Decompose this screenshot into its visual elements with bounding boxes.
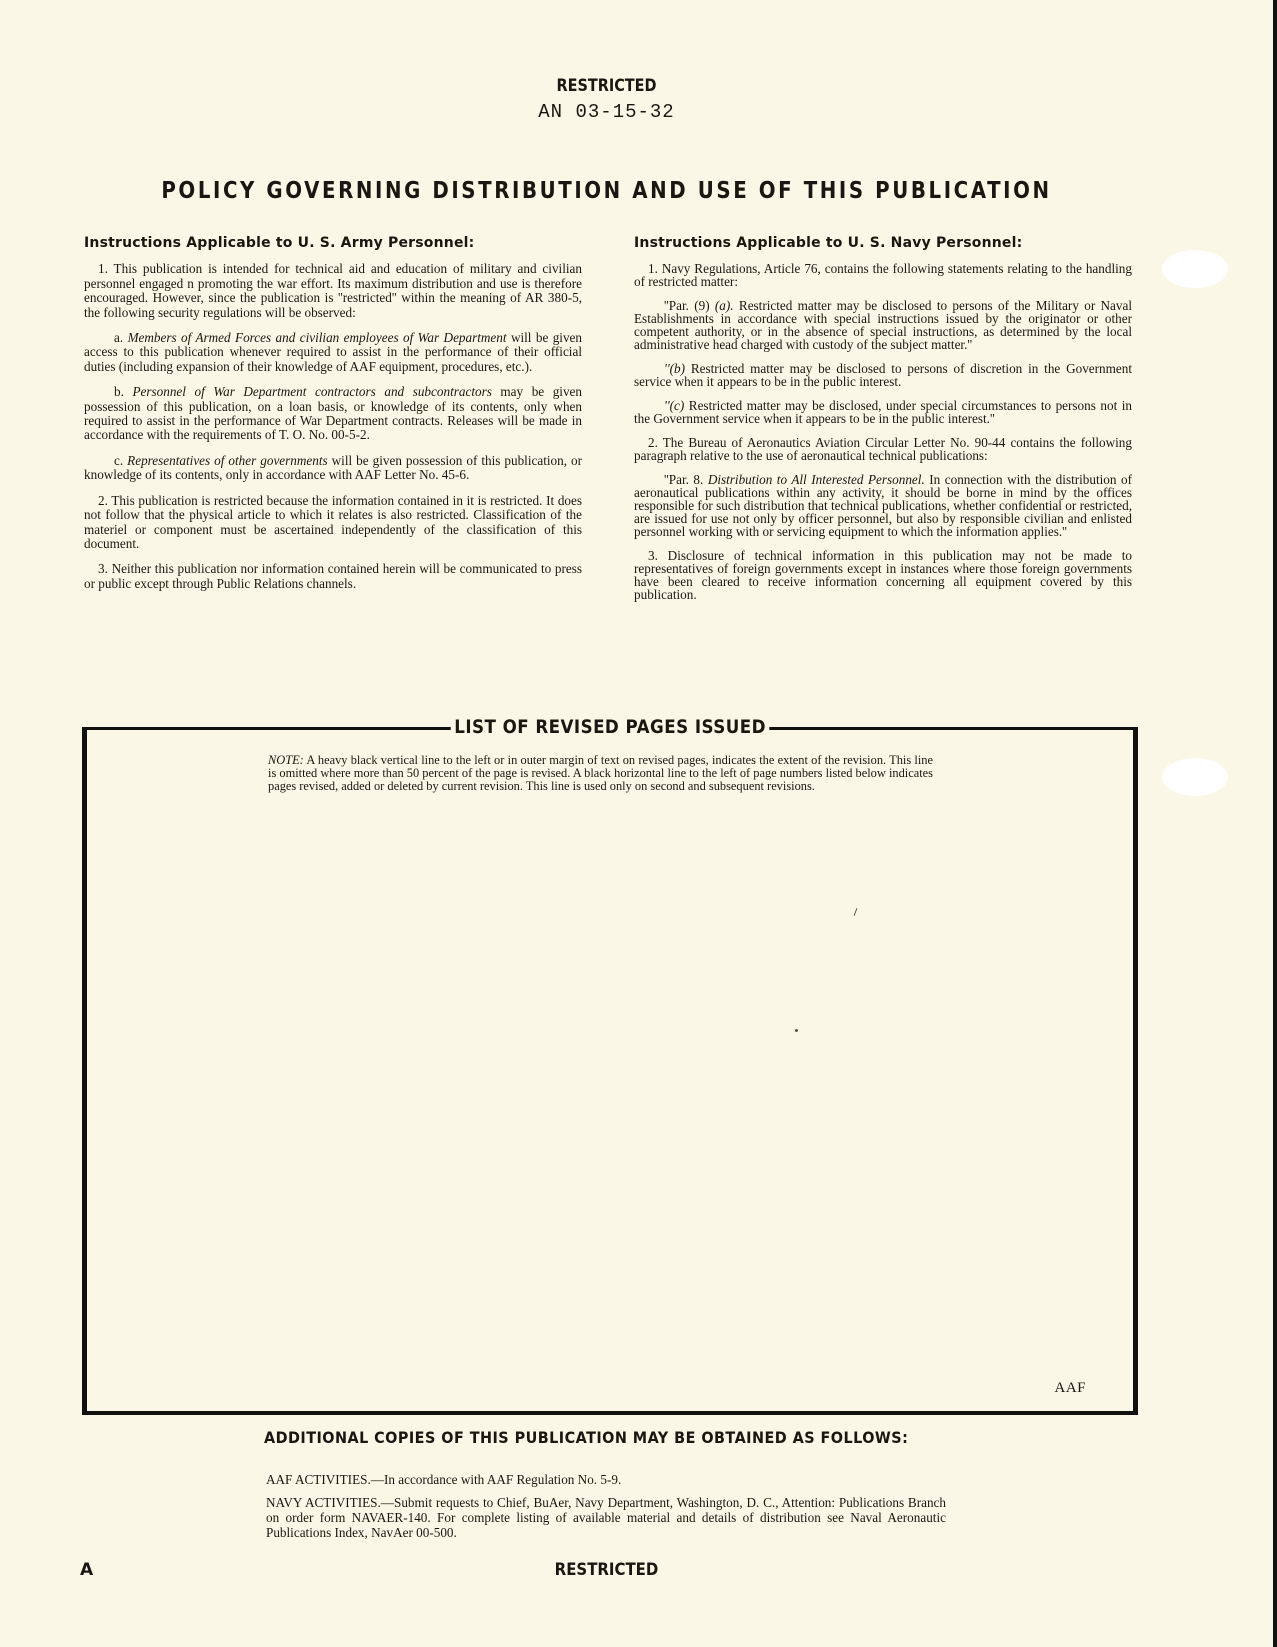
army-pb-italic: Personnel of War Department contractors and subcontractors — [132, 384, 492, 400]
navy-pb-italic: ''(b) — [664, 361, 686, 377]
army-pa-italic: Members of Armed Forces and civilian employees of War Department — [127, 330, 507, 346]
document-number: AN 03-15-32 — [538, 101, 675, 123]
army-paragraph-c — [84, 454, 582, 483]
army-pc-prefix: c. — [114, 452, 128, 468]
navy-paragraph-3: 3. Disclosure of technical information in this publication may not be made to representatives of foreign governments except in instances where those foreign governments have been cleared to receive information concerning all equipment covered by this publication. — [634, 548, 1132, 603]
header-classification: RESTRICTED — [556, 76, 657, 96]
army-pb-prefix: b. — [114, 384, 133, 400]
revised-pages-title: LIST OF REVISED PAGES ISSUED — [451, 716, 770, 738]
navy-heading: Instructions Applicable to U. S. Navy Personnel: — [634, 235, 1023, 251]
navy-pa-prefix: ''Par. (9) — [664, 298, 715, 314]
army-paragraph-1: 1. This publication is intended for technical aid and education of military and civilian personnel engaged n promoting the war effort. Its maximum distribution and use is therefore encouraged. However, since the publication is ''restricted'' within the meaning of AR 380-5, the following security regulations will be observed: — [84, 261, 582, 320]
box-footer-aaf: AAF — [1054, 1380, 1086, 1396]
navy-p8-rest: In connection with the distribution of aeronautical publications within any activity, it should be borne in mind by the offices responsible for such distribution that technical publications, whether confidential or restricted, are issued for use not only by officer personnel, but also by responsible civilian and enlisted personnel working with or servicing equipment to which the information applies.'' — [634, 472, 1132, 540]
navy-instructions — [634, 236, 1132, 612]
army-pc-rest: will be given possession of this publication, or knowledge of its contents, only in accordance with AAF Letter No. 45-6. — [84, 452, 582, 483]
navy-paragraph-2: 2. The Bureau of Aeronautics Aviation Circular Letter No. 90-44 contains the following paragraph relative to the use of aeronautical technical publications: — [634, 435, 1132, 464]
note-text: A heavy black vertical line to the left or in outer margin of text on revised pages, indicates the extent of the revision. This line is omitted where more than 50 percent of the page is revised. A black horizontal line to the left of page numbers listed below indicates pages revised, added or deleted by current revision. This line is used only on second and subsequent revisions. — [268, 753, 933, 793]
revised-pages-title-wrap — [87, 716, 1133, 738]
army-paragraph-2: 2. This publication is restricted because the information contained in it is restricted. It does not follow that the physical article to which it relates is also restricted. Classification of the materiel or component must be ascertained independently of the classification of this document. — [84, 492, 582, 551]
additional-copies-title: ADDITIONAL COPIES OF THIS PUBLICATION MAY BE OBTAINED AS FOLLOWS: — [264, 1428, 909, 1447]
navy-pa-rest: Restricted matter may be disclosed to persons of the Military or Naval Establishments in accordance with special instructions issued by the originator or other competent authority, or in the absence of special instructions, as determined by the local administrative head charged with custody of the subject matter.'' — [634, 298, 1133, 353]
revised-pages-note — [268, 754, 933, 793]
additional-copies-aaf: AAF ACTIVITIES.—In accordance with AAF Regulation No. 5-9. — [266, 1472, 622, 1487]
navy-pc-rest: Restricted matter may be disclosed, under special circumstances to persons not in the Government service when it appears to be in the public interest.'' — [634, 398, 1132, 427]
navy-paragraph-c — [634, 399, 1132, 425]
navy-pa-italic: (a). — [714, 298, 734, 314]
army-pc-italic: Representatives of other governments — [127, 452, 328, 468]
army-pa-rest: will be given access to this publication whenever required to assist in the performance of their official duties (including expansion of their knowledge of AAF equipment, procedures, etc.). — [84, 330, 583, 374]
additional-copies-navy: NAVY ACTIVITIES.—Submit requests to Chief, BuAer, Navy Department, Washington, D. C., Attention: Publications Branch on order form NAVAER-140. For complete listing of available material and details of distribution see Naval Aeronautic Publications Index, NavAer 00-500. — [266, 1495, 946, 1540]
navy-pb-rest: Restricted matter may be disclosed to persons of discretion in the Government service when it appears to be in the public interest. — [634, 361, 1132, 390]
navy-paragraph-1: 1. Navy Regulations, Article 76, contains the following statements relating to the handling of restricted matter: — [634, 261, 1132, 290]
scan-speck — [795, 1029, 798, 1032]
note-label: NOTE: — [268, 753, 304, 767]
navy-p8-italic: Distribution to All Interested Personnel. — [707, 472, 925, 488]
navy-paragraph-par8 — [634, 473, 1132, 538]
page-letter: A — [80, 1560, 94, 1580]
army-paragraph-b — [84, 385, 582, 443]
punch-hole-top — [1162, 250, 1228, 288]
navy-paragraph-b — [634, 362, 1132, 388]
scan-edge — [1273, 0, 1277, 1647]
army-instructions — [84, 236, 582, 602]
navy-paragraph-a — [634, 299, 1132, 351]
army-heading: Instructions Applicable to U. S. Army Personnel: — [84, 235, 475, 251]
army-paragraph-3: 3. Neither this publication nor information contained herein will be communicated to press or public except through Public Relations channels. — [84, 561, 582, 591]
navy-p8-prefix: ''Par. 8. — [664, 472, 708, 488]
punch-hole-middle — [1162, 758, 1228, 796]
army-pa-prefix: a. — [114, 330, 128, 346]
page-title: POLICY GOVERNING DISTRIBUTION AND USE OF THIS PUBLICATION — [161, 178, 1052, 204]
revised-pages-box — [82, 716, 1138, 1415]
footer-classification: RESTRICTED — [554, 1560, 659, 1580]
navy-pc-italic: ''(c) — [664, 398, 685, 414]
army-paragraph-a — [84, 331, 582, 374]
army-pb-rest: may be given possession of this publication, on a loan basis, or knowledge of its contents, only when required to assist in the performance of War Department contracts. Releases will be made in accordance with the requirements of T. O. No. 00-5-2. — [84, 384, 583, 443]
